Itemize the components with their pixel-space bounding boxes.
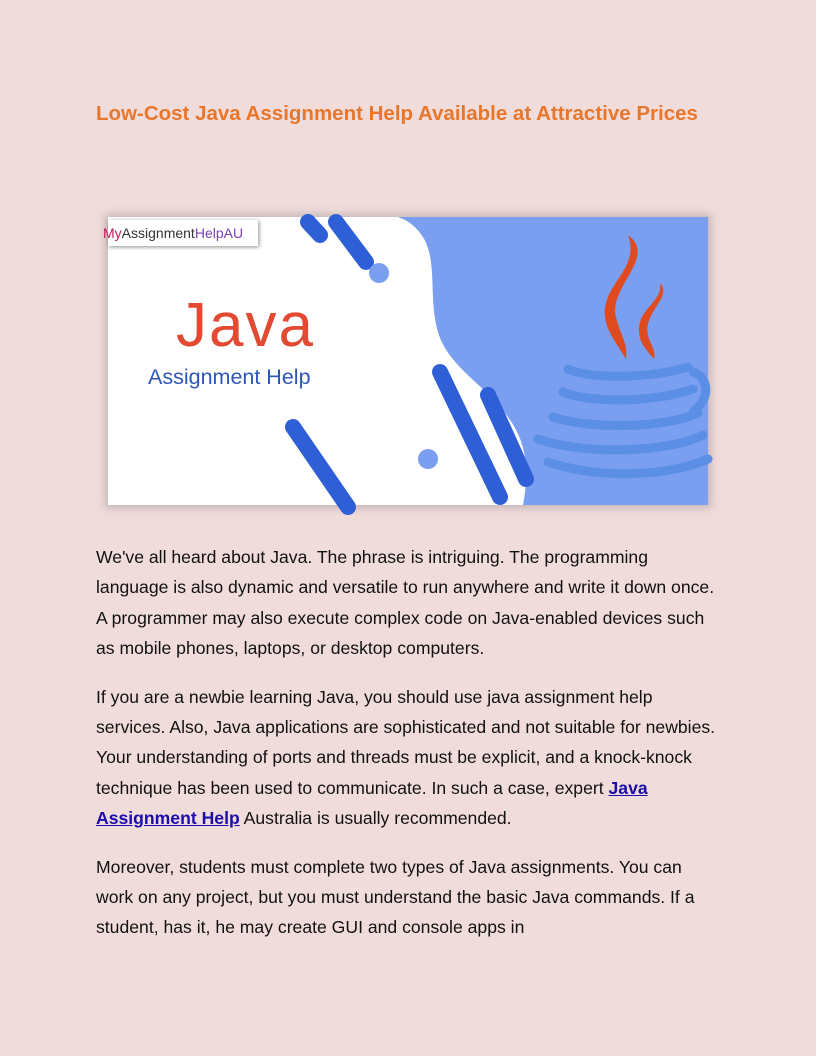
banner-heading: Java	[176, 291, 315, 360]
logo-prefix: My	[103, 225, 122, 241]
paragraph-1: We've all heard about Java. The phrase is intriguing. The programming language is also dynamic and versatile to run anywhere and write it down once. A programmer may also execute complex code on Java-enabled devices such as mobile phones, laptops, or desktop computers.	[96, 547, 715, 659]
banner-graphics	[108, 217, 708, 505]
paragraph-2-text-before: If you are a newbie learning Java, you should use java assignment help services. Also, Java applications are sophisticated and not suitable for newbies. Your understanding of ports and threads must be explicit, and a knock-knock technique has been used to communicate. In such a case, expert	[96, 686, 716, 798]
brand-logo	[103, 220, 258, 246]
article-body	[96, 542, 722, 961]
logo-suffix: HelpAU	[194, 225, 244, 241]
banner-stripe	[308, 222, 320, 235]
banner-subheading: Assignment Help	[148, 365, 311, 389]
banner-stripe	[293, 427, 348, 507]
banner-dot	[369, 263, 389, 283]
java-banner-image	[103, 217, 708, 505]
logo-mid: Assignment	[121, 225, 195, 241]
paragraph-3: Moreover, students must complete two types of Java assignments. You can work on any project, but you must understand the basic Java commands. If a student, has it, he may create GUI and console apps in	[96, 856, 695, 938]
java-assignment-help-link[interactable]: Java Assignment Help	[96, 777, 648, 829]
banner-stripe	[336, 222, 366, 262]
page-title: Low-Cost Java Assignment Help Available at Attractive Prices	[96, 102, 698, 125]
banner-dot	[418, 449, 438, 469]
paragraph-2-text-after: Australia is usually recommended.	[239, 808, 512, 829]
paragraph-2	[96, 682, 722, 834]
